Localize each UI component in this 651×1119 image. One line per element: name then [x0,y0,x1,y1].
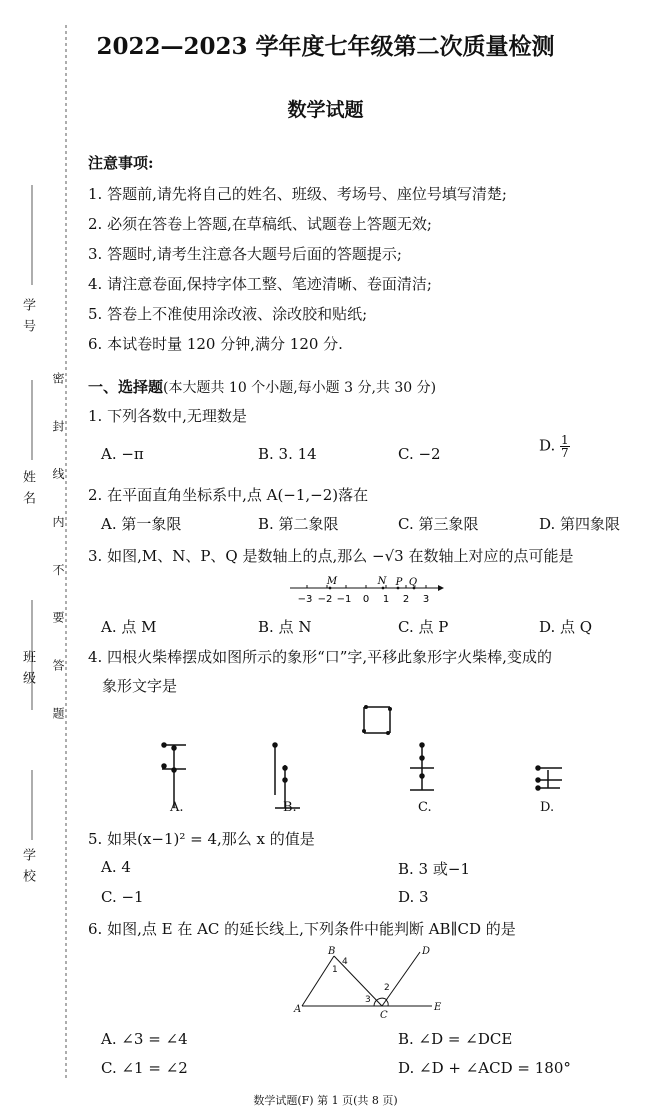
fraction-numerator: 1 [561,433,569,447]
q1-option-d [539,434,570,459]
section-title: 一、选择题 [88,378,164,396]
q1-option-b: B. 3. 14 [258,445,317,463]
q5-option-a: A. 4 [101,858,131,876]
q4-option-b-figure [273,743,300,808]
q3-stem: 3. 如图,M、N、P、Q 是数轴上的点,那么 −√3 在数轴上对应的点可能是 [88,547,574,565]
number-line-figure [288,576,448,606]
q4-label-d: D. [540,800,555,815]
page-title: 2022—2023 学年度七年级第二次质量检测 [96,33,555,60]
tick-label: 2 [402,594,410,605]
q3-option-d: D. 点 Q [539,618,593,636]
point-label: N [377,576,387,587]
angle-label: 3 [365,995,371,1005]
q6-option-b: B. ∠D = ∠DCE [398,1030,513,1048]
class-label: 班 级 [20,650,35,687]
matchstick-mouth-figure [358,703,398,739]
q4-stem-line1: 4. 四根火柴棒摆成如图所示的象形“口”字,平移此象形字火柴棒,变成的 [88,648,552,666]
school-label: 学 校 [20,848,35,885]
tick-label: 0 [362,594,370,605]
notice-item: 4. 请注意卷面,保持字体工整、笔迹清晰、卷面清洁; [88,275,432,293]
q5-option-b: B. 3 或−1 [398,860,470,878]
name-label: 姓 名 [20,470,35,507]
q1-option-c: C. −2 [398,445,441,463]
q6-stem: 6. 如图,点 E 在 AC 的延长线上,下列条件中能判断 AB∥CD 的是 [88,920,516,938]
point-label: A [294,1004,302,1015]
fraction [560,434,570,459]
q4-option-c-figure [410,743,434,790]
point-label: E [434,1002,442,1013]
q2-option-b: B. 第二象限 [258,515,339,533]
q2-option-a: A. 第一象限 [101,515,182,533]
section-note: (本大题共 10 个小题,每小题 3 分,共 30 分) [163,380,437,396]
notice-item: 5. 答卷上不准使用涂改液、涂改胶和贴纸; [88,305,368,323]
tick-label: 1 [382,594,390,605]
q6-option-c: C. ∠1 = ∠2 [101,1059,188,1077]
q4-options-figure [150,740,630,820]
tick-label: 3 [422,594,430,605]
q6-geometry-figure [292,944,462,1020]
point-label: Q [408,577,418,588]
point-m [329,587,332,590]
q5-stem: 5. 如果(x−1)² = 4,那么 x 的值是 [88,830,315,848]
student-id-label: 学 号 [20,298,35,335]
q1-option-a: A. −π [101,445,144,463]
q2-option-d: D. 第四象限 [539,515,621,533]
notice-item: 3. 答题时,请考生注意各大题号后面的答题提示; [88,245,402,263]
page-footer: 数学试题(F) 第 1 页(共 8 页) [253,1094,398,1107]
notice-item: 6. 本试卷时量 120 分钟,满分 120 分. [88,335,343,353]
q2-stem: 2. 在平面直角坐标系中,点 A(−1,−2)落在 [88,486,369,504]
page-subtitle: 数学试题 [287,99,364,121]
notice-item: 1. 答题前,请先将自己的姓名、班级、考场号、座位号填写清楚; [88,185,507,203]
angle-label: 4 [342,957,348,967]
q3-option-a: A. 点 M [101,618,157,636]
number-line-arrow [438,585,444,591]
point-label: B [328,946,336,957]
q4-option-a-figure [162,743,186,808]
point-label: C [380,1010,388,1020]
point-label: D [422,946,431,957]
q1-stem: 1. 下列各数中,无理数是 [88,407,247,425]
angle-label: 1 [332,965,338,975]
point-n [382,587,385,590]
q3-option-c: C. 点 P [398,618,449,636]
angle-label: 2 [384,983,390,993]
binding-lines [0,0,80,1119]
q5-option-c: C. −1 [101,888,144,906]
q3-option-b: B. 点 N [258,618,312,636]
q4-label-b: B. [283,800,297,815]
q6-option-d: D. ∠D + ∠ACD = 180° [398,1059,571,1077]
q6-option-a: A. ∠3 = ∠4 [101,1030,188,1048]
q4-label-a: A. [170,800,184,815]
point-label: P [395,577,403,588]
q2-option-c: C. 第三象限 [398,515,479,533]
q4-label-c: C. [418,800,432,815]
q1-option-d-label: D. [539,436,556,455]
point-label: M [326,576,338,587]
tick-label: −1 [336,594,352,605]
notice-heading: 注意事项: [88,154,154,172]
q4-stem-line2: 象形文字是 [102,677,178,695]
seal-notice: 密 封 线 内 不 要 答 题 [51,372,65,735]
tick-label: −3 [297,594,313,605]
q5-option-d: D. 3 [398,888,429,906]
section-heading [88,376,436,397]
q4-option-d-figure [536,766,562,790]
notice-item: 2. 必须在答卷上答题,在草稿纸、试题卷上答题无效; [88,215,432,233]
fraction-denominator: 7 [561,446,569,460]
tick-label: −2 [317,594,333,605]
